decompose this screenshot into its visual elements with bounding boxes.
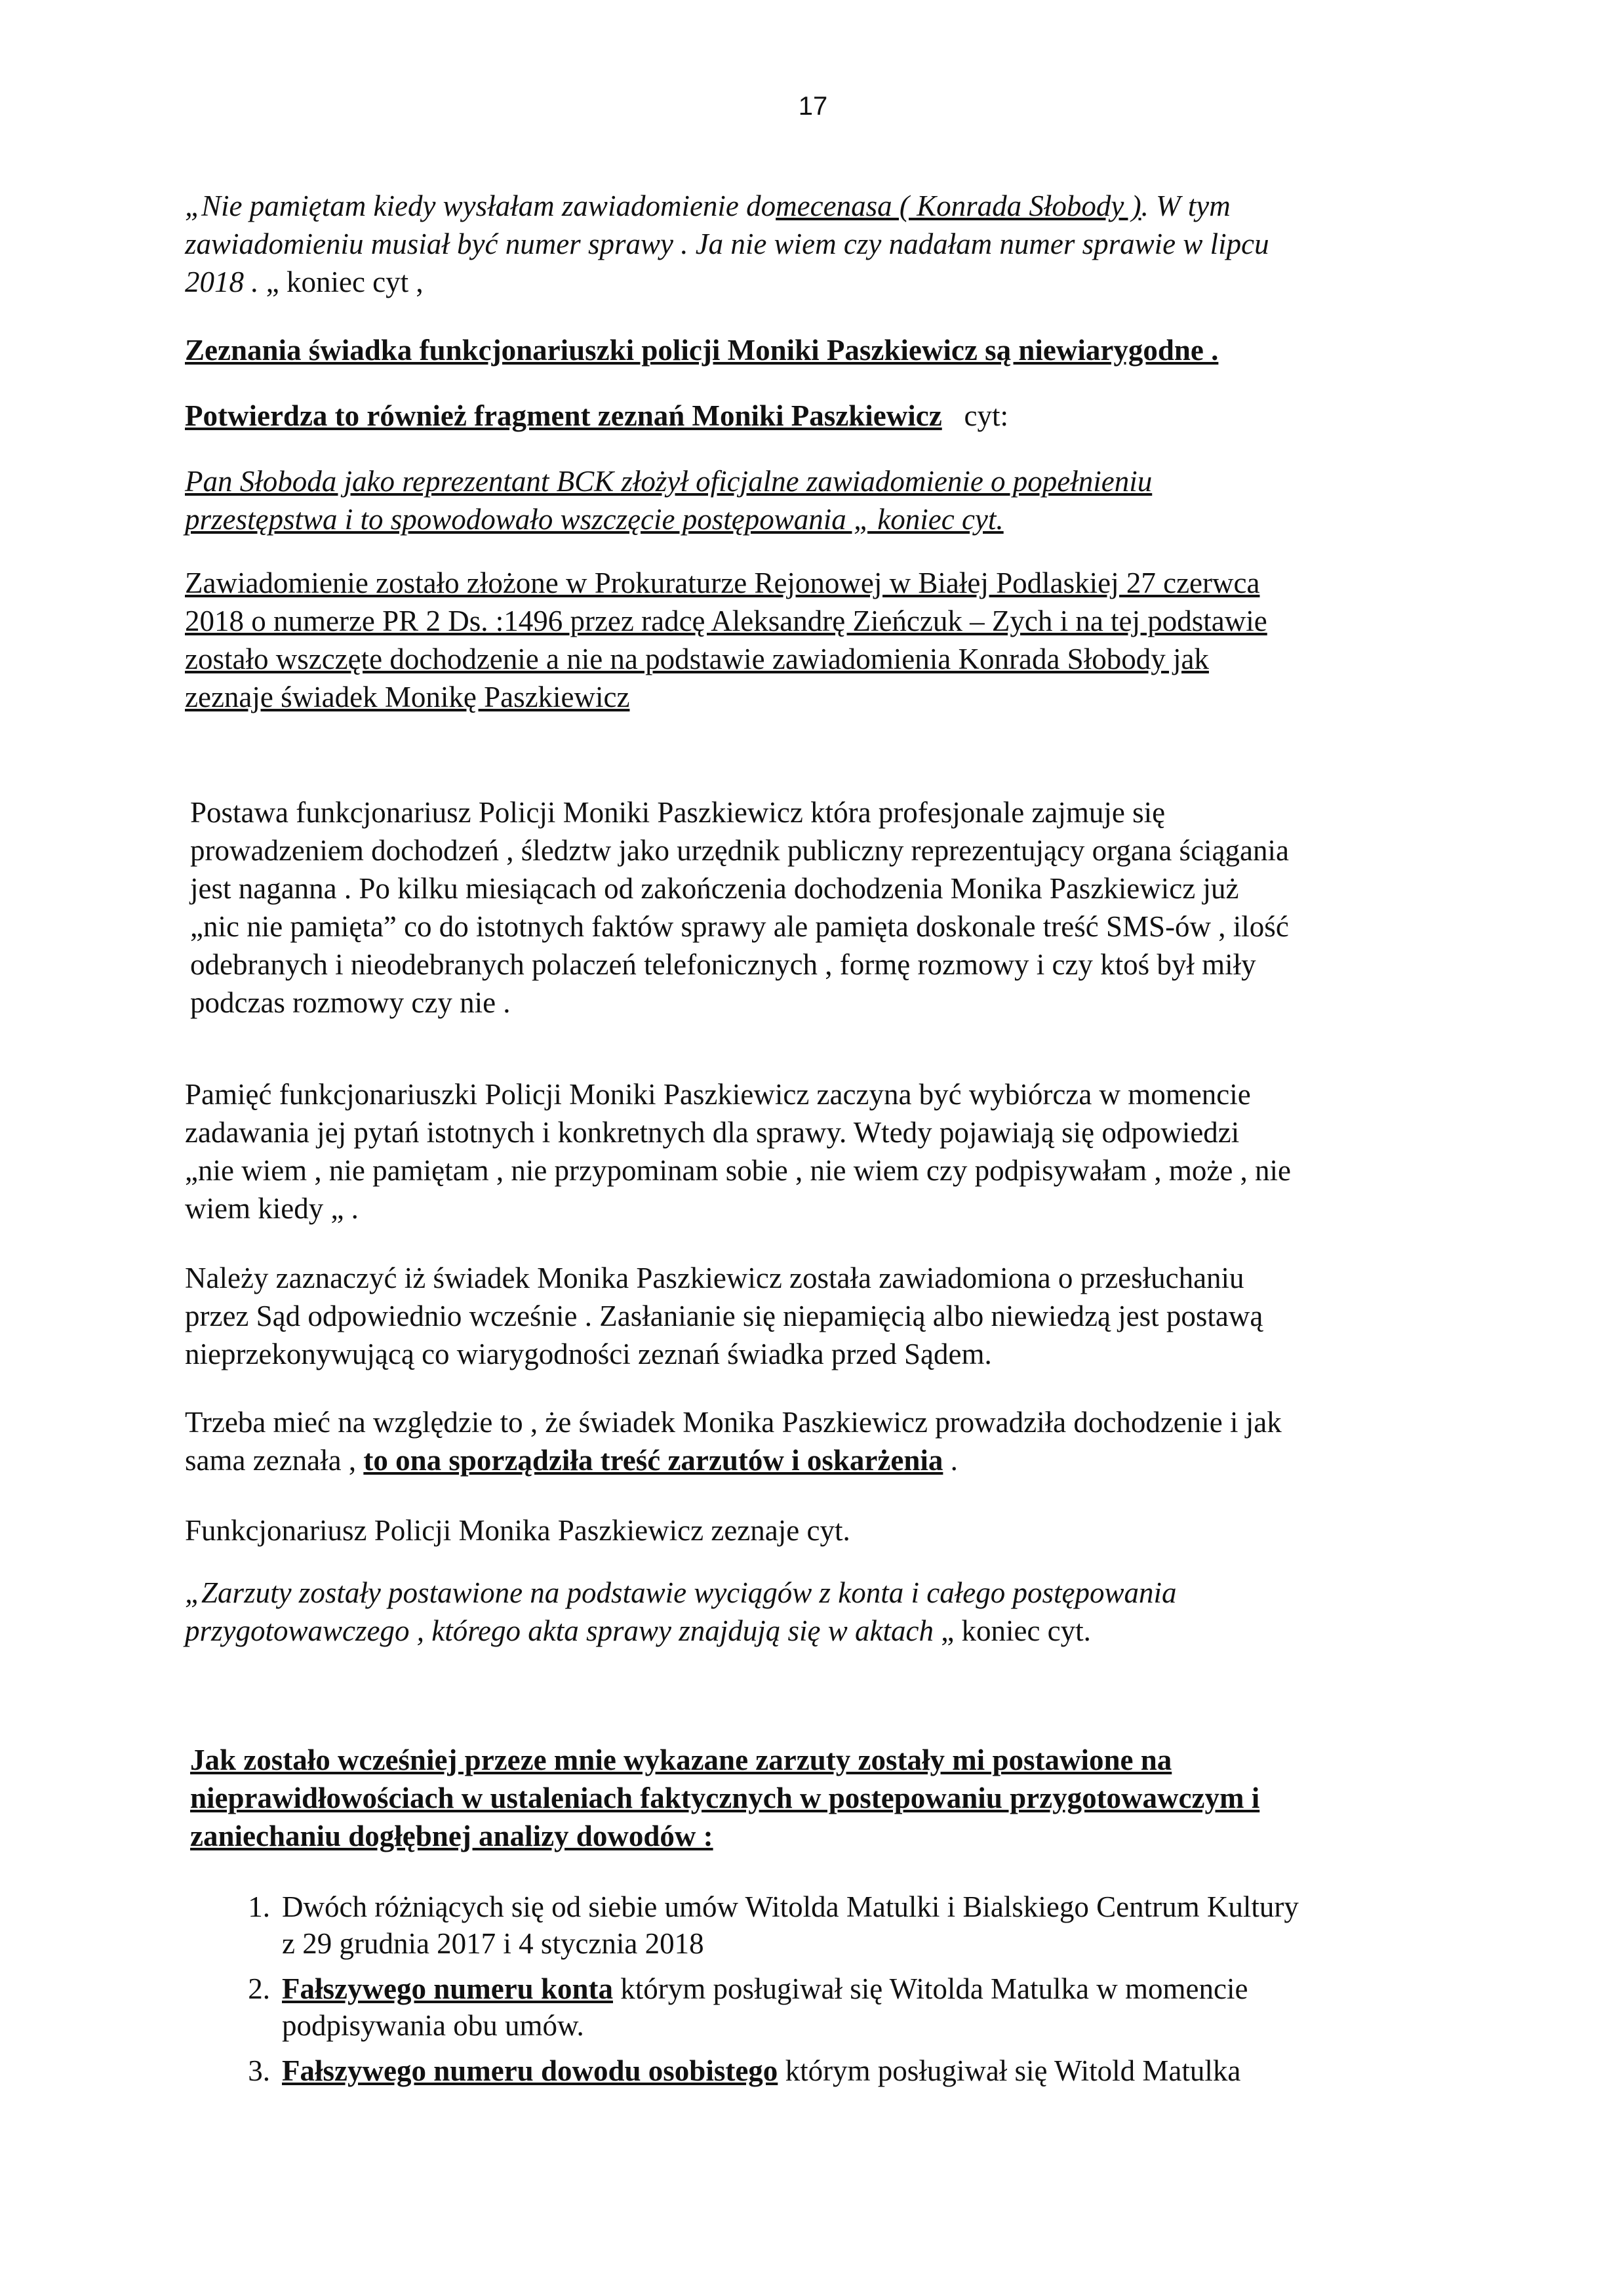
paragraph-line: odebranych i nieodebranych polaczeń telefonicznych , formę rozmowy i czy ktoś był miły <box>190 948 1256 981</box>
paragraph-line: Należy zaznaczyć iż świadek Monika Paszkiewicz została zawiadomiona o przesłuchaniu <box>185 1262 1244 1294</box>
paragraph-line: Zawiadomienie zostało złożone w Prokuraturze Rejonowej w Białej Podlaskiej 27 czerwca <box>185 567 1260 599</box>
paragraph-line: prowadzeniem dochodzeń , śledztw jako urzędnik publiczny reprezentujący organa ściągania <box>190 834 1289 867</box>
list-item-bold: Fałszywego numeru dowodu osobistego <box>282 2054 778 2087</box>
quote-charges <box>185 1574 1457 1650</box>
heading-cyt: cyt: <box>964 399 1008 432</box>
list-item-text <box>282 1970 1248 2007</box>
list-item-bold: Fałszywego numeru konta <box>282 1972 613 2005</box>
quote-text: „Nie pamiętam kiedy wysłałam zawiadomienie do <box>185 190 776 222</box>
heading-charges-summary <box>190 1741 1462 1855</box>
quote-official-notice <box>185 462 1457 538</box>
list-item-line: którym posługiwał się Witolda Matulka w momencie <box>613 1972 1248 2005</box>
quote-line <box>185 263 1457 301</box>
quote-line <box>185 187 1457 225</box>
paragraph-line: nieprzekonywującą co wiarygodności zeznań świadka przed Sądem. <box>185 1338 992 1370</box>
paragraph-consider <box>185 1403 1457 1479</box>
paragraph-line: jest naganna . Po kilku miesiącach od zakończenia dochodzenia Monika Paszkiewicz już <box>190 872 1239 905</box>
heading-confirmation <box>185 397 1457 435</box>
paragraph-line: Trzeba mieć na względzie to , że świadek Monika Paszkiewicz prowadziła dochodzenie i jak <box>185 1406 1282 1439</box>
quote-year: 2018 . <box>185 266 259 298</box>
list-item <box>185 2052 1457 2092</box>
paragraph-line: podczas rozmowy czy nie . <box>190 986 511 1019</box>
paragraph-testimony: Funkcjonariusz Policji Monika Paszkiewicz zeznaje cyt. <box>185 1514 850 1547</box>
heading-bold-text: Potwierdza to również fragment zeznań Moniki Paszkiewicz <box>185 399 942 432</box>
list-item-line: z 29 grudnia 2017 i 4 stycznia 2018 <box>282 1927 704 1960</box>
list-item-number: 1. <box>248 1890 270 1923</box>
heading-witness-credibility: Zeznania świadka funkcjonariuszki policji Moniki Paszkiewicz są niewiarygodne . <box>185 334 1219 367</box>
list-item-text <box>282 2052 1240 2089</box>
paragraph-notified <box>185 1259 1457 1373</box>
quote-line: przestępstwa i to spowodowało wszczęcie postępowania „ koniec cyt. <box>185 503 1004 536</box>
paragraph-line: Postawa funkcjonariusz Policji Moniki Paszkiewicz która profesjonale zajmuje się <box>190 796 1166 829</box>
quote-end: „ koniec cyt , <box>258 266 424 298</box>
paragraph-notice <box>185 564 1457 716</box>
list-item-line: Dwóch różniących się od siebie umów Witolda Matulki i Bialskiego Centrum Kultury <box>282 1890 1299 1923</box>
heading-line: zaniechaniu dogłębnej analizy dowodów : <box>190 1820 713 1852</box>
paragraph-line <box>185 1441 1457 1479</box>
quote-line <box>185 1612 1457 1650</box>
paragraph-line: wiem kiedy „ . <box>185 1192 359 1225</box>
paragraph-line: zeznaje świadek Monikę Paszkiewicz <box>185 681 630 713</box>
page-number: 17 <box>798 92 828 121</box>
quote-line: „Zarzuty zostały postawione na podstawie wyciągów z konta i całego postępowania <box>185 1576 1177 1609</box>
quote-line: Pan Słoboda jako reprezentant BCK złożył oficjalne zawiadomienie o popełnieniu <box>185 465 1153 498</box>
paragraph-emphasis: to ona sporządziła treść zarzutów i oskarżenia <box>363 1444 943 1477</box>
paragraph-attitude <box>190 793 1462 1022</box>
list-item <box>185 1970 1457 2044</box>
paragraph-line: przez Sąd odpowiednio wcześnie . Zasłanianie się niepamięcią albo niewiedzą jest postawą <box>185 1300 1263 1332</box>
quote-notice <box>185 187 1457 301</box>
paragraph-line: zostało wszczęte dochodzenie a nie na podstawie zawiadomienia Konrada Słobody jak <box>185 643 1209 675</box>
list-item-number: 3. <box>248 2054 270 2087</box>
paragraph-text: sama zeznała , <box>185 1444 357 1477</box>
quote-line: zawiadomieniu musiał być numer sprawy . Ja nie wiem czy nadałam numer sprawie w lipcu <box>185 228 1269 260</box>
paragraph-text: . <box>943 1444 958 1477</box>
paragraph-line: zadawania jej pytań istotnych i konkretnych dla sprawy. Wtedy pojawiają się odpowiedzi <box>185 1116 1240 1149</box>
quote-text: przygotowawczego , którego akta sprawy znajdują się w aktach <box>185 1614 934 1647</box>
list-item-number: 2. <box>248 1972 270 2005</box>
paragraph-line: „nic nie pamięta” co do istotnych faktów sprawy ale pamięta doskonale treść SMS-ów , ilość <box>190 910 1289 943</box>
list-item-line: podpisywania obu umów. <box>282 2009 584 2042</box>
heading-line: Jak zostało wcześniej przeze mnie wykazane zarzuty zostały mi postawione na <box>190 1744 1172 1776</box>
heading-line: nieprawidłowościach w ustaleniach faktycznych w postepowaniu przygotowawczym i <box>190 1782 1260 1814</box>
paragraph-line: 2018 o numerze PR 2 Ds. :1496 przez radcę Aleksandrę Zieńczuk – Zych i na tej podstawie <box>185 605 1267 637</box>
list-item-line: którym posługiwał się Witold Matulka <box>778 2054 1241 2087</box>
paragraph-memory <box>185 1075 1457 1227</box>
quote-end: „ koniec cyt. <box>934 1614 1091 1647</box>
paragraph-line: Pamięć funkcjonariuszki Policji Moniki Paszkiewicz zaczyna być wybiórcza w momencie <box>185 1078 1251 1111</box>
list-item-text <box>282 1888 1299 1925</box>
quote-text: . W tym <box>1141 190 1231 222</box>
paragraph-line: „nie wiem , nie pamiętam , nie przypominam sobie , nie wiem czy podpisywałam , może , nie <box>185 1154 1292 1187</box>
quote-underlined-name: mecenasa ( Konrada Słobody ) <box>776 190 1141 222</box>
list-item <box>185 1888 1457 1962</box>
